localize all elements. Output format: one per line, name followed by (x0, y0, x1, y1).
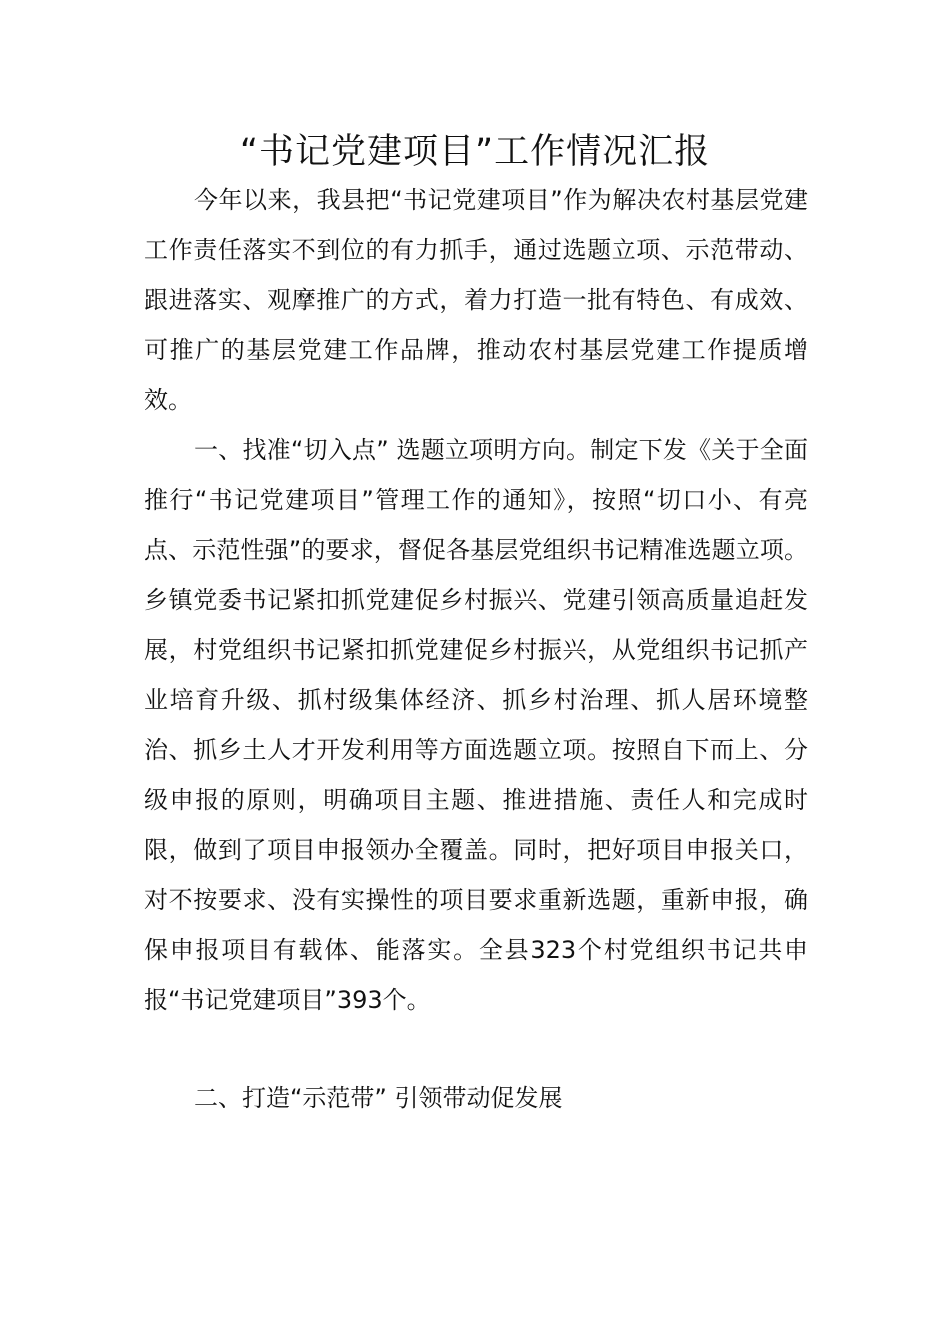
paragraph-intro: 今年以来，我县把“书记党建项目”作为解决农村基层党建工作责任落实不到位的有力抓手，通过选题立项、示范带动、跟进落实、观摩推广的方式，着力打造一批有特色、有成效、可推广的基层党建工作品牌，推动农村基层党建工作提质增效。 (144, 186, 808, 414)
paragraph-section-one: 一、找准“切入点” 选题立项明方向。制定下发《关于全面推行“书记党建项目”管理工作的通知》，按照“切口小、有亮点、示范性强”的要求，督促各基层党组织书记精准选题立项。乡镇党委书记紧扣抓党建促乡村振兴、党建引领高质量追赶发展，村党组织书记紧扣抓党建促乡村振兴，从党组织书记抓产业培育升级、抓村级集体经济、抓乡村治理、抓人居环境整治、抓乡土人才开发利用等方面选题立项。按照自下而上、分级申报的原则，明确项目主题、推进措施、责任人和完成时限，做到了项目申报领办全覆盖。同时，把好项目申报关口，对不按要求、没有实操性的项目要求重新选题，重新申报，确保申报项目有载体、能落实。全县323个村党组织书记共申报“书记党建项目”393个。 (144, 436, 808, 1014)
document-title: “书记党建项目”工作情况汇报 (239, 132, 711, 172)
paragraph-section-two-heading: 二、打造“示范带” 引领带动促发展 (194, 1084, 563, 1112)
